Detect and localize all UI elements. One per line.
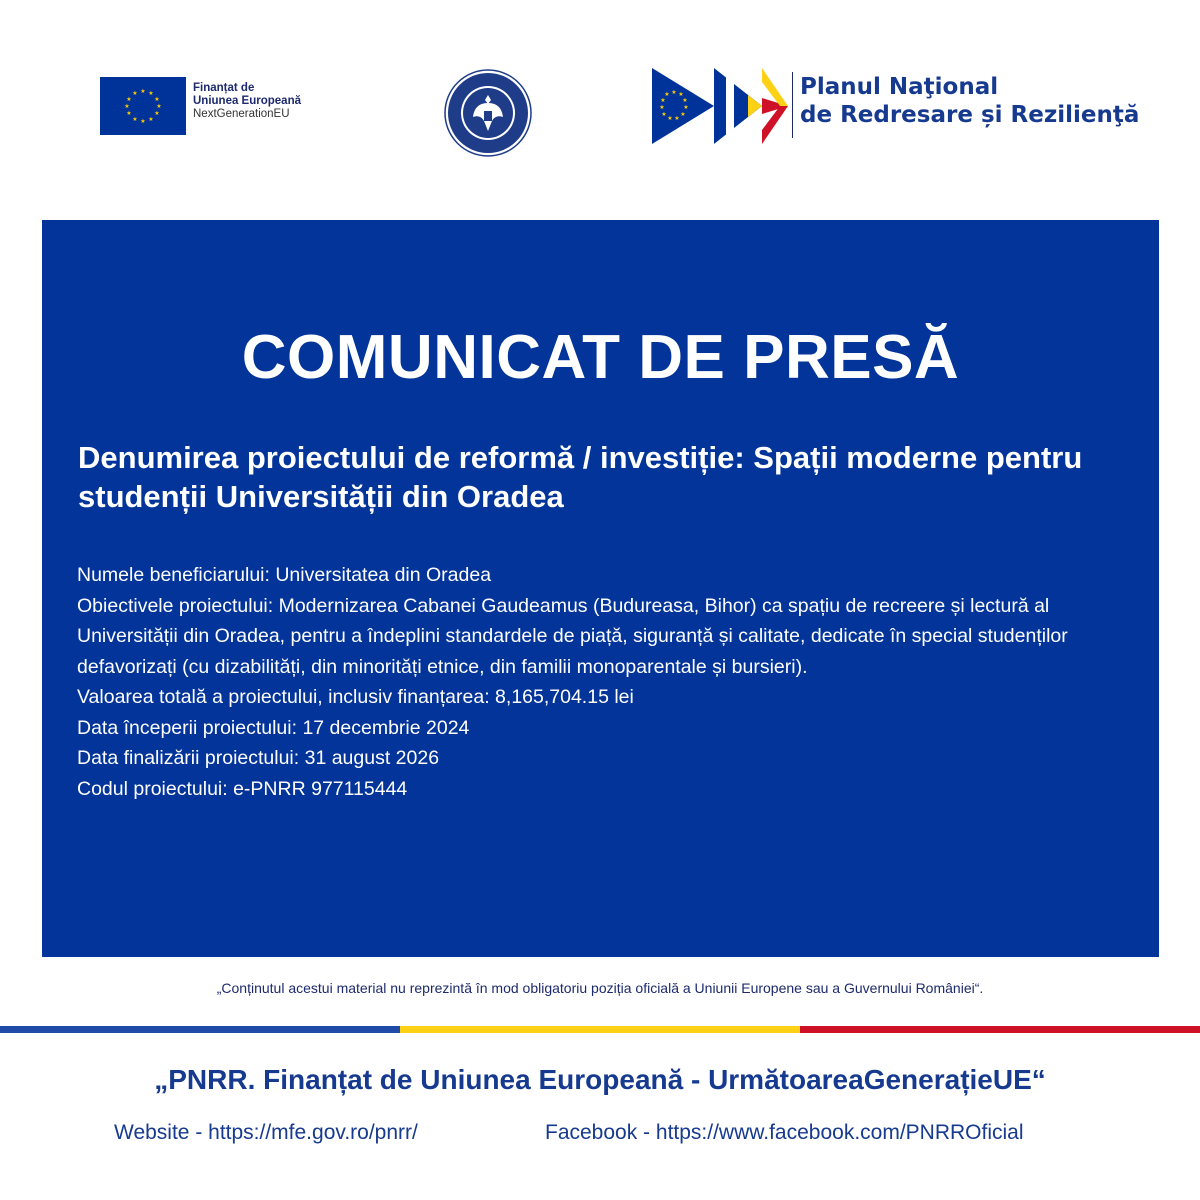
disclaimer-text: „Conținutul acestui material nu reprezintă în mod obligatoriu poziția oficială a Uniunii Europene sau a Guvernului României“. xyxy=(216,980,984,996)
press-release-panel xyxy=(42,220,1159,957)
svg-text:★: ★ xyxy=(678,91,684,98)
svg-text:★: ★ xyxy=(671,89,677,96)
start-date-line: Data începerii proiectului: 17 decembrie 2024 xyxy=(77,716,470,739)
tricolor-red xyxy=(800,1026,1200,1033)
eu-text-line2: Uniunea Europeană xyxy=(193,95,301,107)
facebook-link[interactable]: Facebook - https://www.facebook.com/PNRROficial xyxy=(545,1121,1024,1144)
logo-header xyxy=(0,0,1200,200)
svg-text:★: ★ xyxy=(140,118,146,125)
svg-text:★: ★ xyxy=(132,116,138,123)
svg-text:★: ★ xyxy=(126,110,132,117)
total-value-line: Valoarea totală a proiectului, inclusiv finanțarea: 8,165,704.15 lei xyxy=(77,686,634,708)
end-date-line: Data finalizării proiectului: 31 august 2026 xyxy=(77,747,440,769)
svg-text:★: ★ xyxy=(680,111,686,118)
svg-text:★: ★ xyxy=(140,88,146,95)
svg-text:★: ★ xyxy=(156,103,162,110)
svg-text:★: ★ xyxy=(154,110,160,117)
government-seal-icon xyxy=(444,69,532,157)
pnrr-title-line2: de Redresare și Rezilienţă xyxy=(800,102,1140,128)
svg-text:★: ★ xyxy=(124,103,130,110)
press-release-title: COMUNICAT DE PRESĂ xyxy=(241,323,960,392)
svg-text:★: ★ xyxy=(664,91,670,98)
svg-text:★: ★ xyxy=(674,115,680,122)
project-details xyxy=(77,560,1127,804)
pnrr-divider xyxy=(792,72,793,138)
eu-text-line3: NextGenerationEU xyxy=(193,108,290,120)
tricolor-divider xyxy=(0,1026,1200,1033)
svg-text:★: ★ xyxy=(683,104,689,111)
beneficiary-line: Numele beneficiarului: Universitatea din Oradea xyxy=(77,564,492,586)
svg-text:★: ★ xyxy=(148,116,154,123)
website-link[interactable]: Website - https://mfe.gov.ro/pnrr/ xyxy=(114,1121,418,1144)
svg-text:★: ★ xyxy=(126,96,132,103)
pnrr-logo-icon xyxy=(652,68,792,144)
eu-flag-icon xyxy=(100,77,186,135)
objectives-paragraph: Obiectivele proiectului: Modernizarea Cabanei Gaudeamus (Budureasa, Bihor) ca spațiu de recreere și lectură al Universității din Oradea, pentru a îndeplini standardele de piață, siguranță și calitate, dedicate în special studenților defavorizați (cu dizabilități, din minorități etnice, din familii monoparentale și bursieri). xyxy=(77,594,1068,678)
svg-text:★: ★ xyxy=(659,104,665,111)
svg-text:★: ★ xyxy=(148,90,154,97)
eu-funding-text xyxy=(193,82,301,121)
pnrr-title-line1: Planul Naţional xyxy=(800,74,999,100)
footer-slogan: „PNRR. Finanțat de Uniunea Europeană - UrmătoareaGenerațieUE“ xyxy=(154,1064,1046,1095)
pnrr-title xyxy=(800,73,1139,129)
tricolor-yellow xyxy=(400,1026,800,1033)
project-name-heading: Denumirea proiectului de reformă / investiție: Spații moderne pentru studenții Universității din Oradea xyxy=(78,440,1083,514)
svg-text:★: ★ xyxy=(132,90,138,97)
svg-text:★: ★ xyxy=(661,111,667,118)
svg-text:★: ★ xyxy=(682,97,688,104)
eu-text-line1: Finanțat de xyxy=(193,82,255,94)
tricolor-blue xyxy=(0,1026,400,1033)
svg-text:★: ★ xyxy=(660,97,666,104)
project-code-line: Codul proiectului: e-PNRR 977115444 xyxy=(77,777,408,800)
svg-text:★: ★ xyxy=(667,115,673,122)
svg-text:★: ★ xyxy=(154,96,160,103)
